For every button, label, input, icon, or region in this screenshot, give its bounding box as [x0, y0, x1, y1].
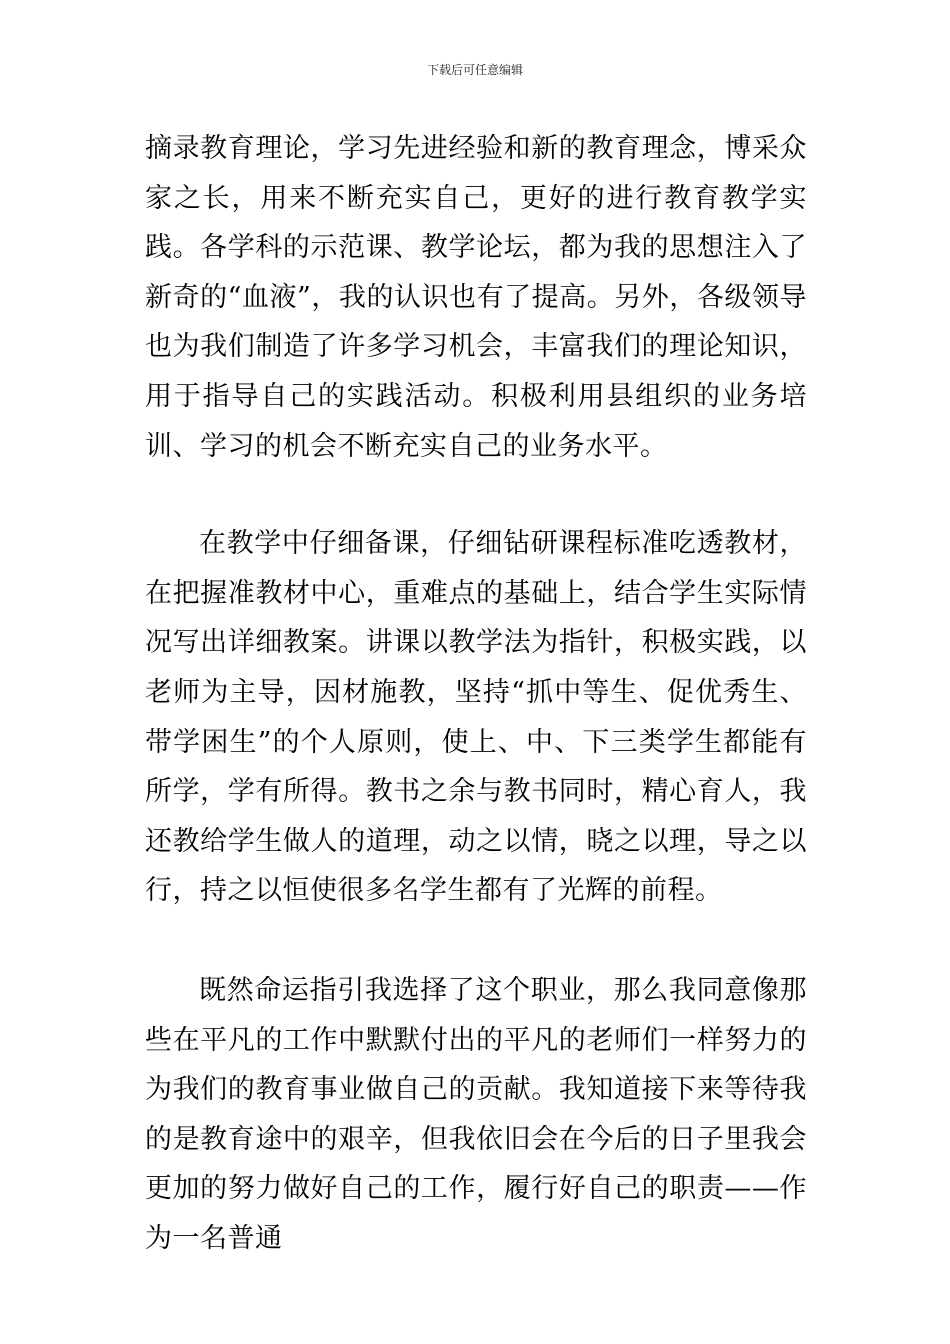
paragraph-3: 既然命运指引我选择了这个职业，那么我同意像那些在平凡的工作中默默付出的平凡的老师们一样努力的为我们的教育事业做自己的贡献。我知道接下来等待我的是教育途中的艰辛，但我依旧会在今后的日子里我会更加的努力做好自己的工作，履行好自己的职责——作为一名普通	[145, 974, 807, 1254]
paragraph-1: 摘录教育理论，学习先进经验和新的教育理念，博采众家之长，用来不断充实自己，更好的进行教育教学实践。各学科的示范课、教学论坛，都为我的思想注入了新奇的“血液”，我的认识也有了提高。另外，各级领导也为我们制造了许多学习机会，丰富我们的理论知识，用于指导自己的实践活动。积极利用县组织的业务培训、学习的机会不断充实自己的业务水平。	[145, 133, 807, 462]
document-body	[145, 124, 807, 1263]
paragraph-2: 在教学中仔细备课，仔细钻研课程标准吃透教材，在把握准教材中心，重难点的基础上，结合学生实际情况写出详细教案。讲课以教学法为指针，积极实践，以老师为主导，因材施教，坚持“抓中等生、促优秀生、带学困生”的个人原则，使上、中、下三类学生都能有所学，学有所得。教书之余与教书同时，精心育人，我还教给学生做人的道理，动之以情，晓之以理，导之以行，持之以恒使很多名学生都有了光辉的前程。	[145, 528, 807, 907]
page-header: 下载后可任意编辑	[426, 63, 523, 77]
